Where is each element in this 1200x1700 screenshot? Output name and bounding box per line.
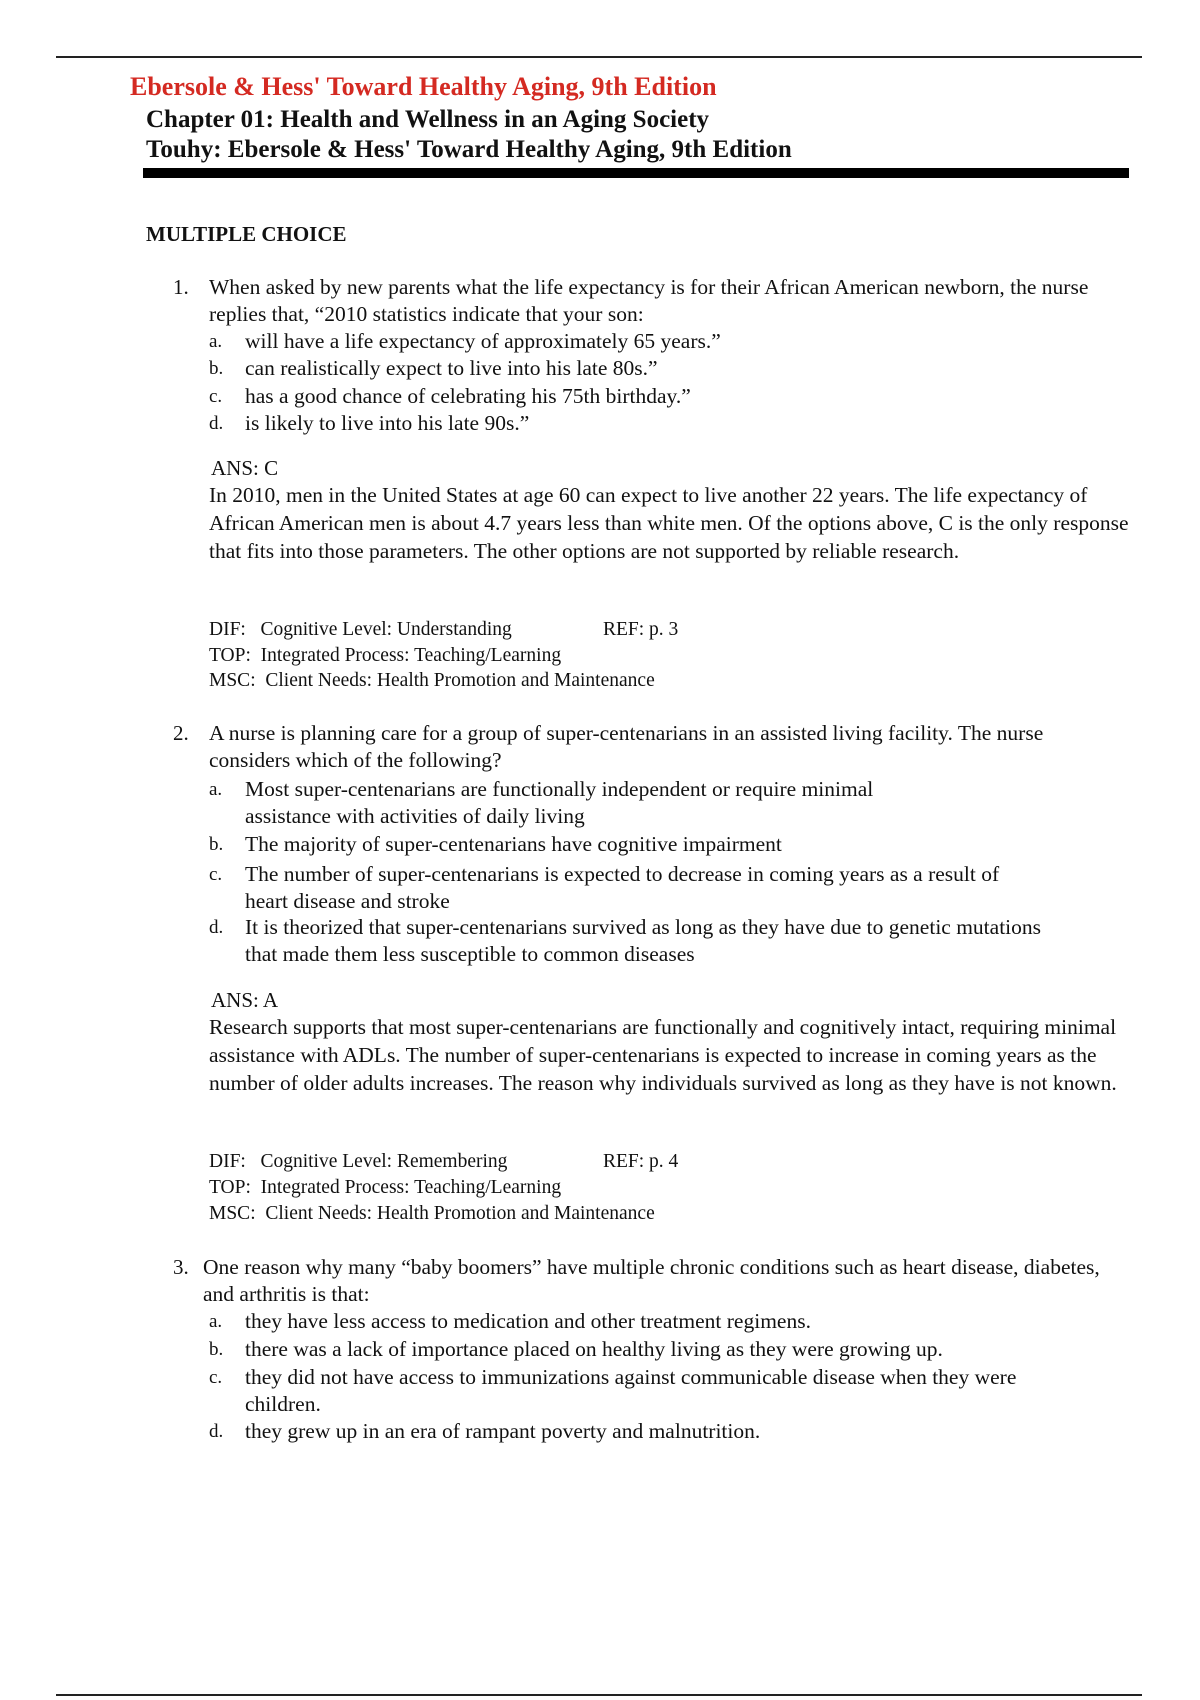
option-text: they have less access to medication and other treatment regimens.	[245, 1309, 811, 1333]
question-number: 1.	[173, 275, 189, 299]
option-letter: d.	[209, 917, 224, 938]
option-letter: d.	[209, 1421, 224, 1442]
meta-top: TOP: Integrated Process: Teaching/Learning	[209, 645, 562, 666]
book-subtitle: Touhy: Ebersole & Hess' Toward Healthy Aging, 9th Edition	[146, 136, 792, 163]
option-letter: c.	[209, 386, 223, 407]
option-b	[209, 1336, 1089, 1363]
option-letter: b.	[209, 358, 224, 379]
meta-dif: DIF: Cognitive Level: Understanding	[209, 619, 512, 640]
option-a	[209, 776, 949, 830]
option-text: Most super-centenarians are functionally independent or require minimal assistance with activities of daily living	[245, 777, 874, 828]
top-rule	[56, 56, 1142, 58]
answer-key: ANS: C	[211, 456, 279, 480]
meta-top: TOP: Integrated Process: Teaching/Learning	[209, 1177, 562, 1198]
meta-ref: REF: p. 4	[603, 1151, 679, 1172]
option-text: has a good chance of celebrating his 75th birthday.”	[245, 384, 691, 408]
option-letter: a.	[209, 779, 223, 800]
option-text: they grew up in an era of rampant poverty and malnutrition.	[245, 1419, 761, 1443]
rationale: Research supports that most super-centenarians are functionally and cognitively intact, requiring minimal assistance with ADLs. The number of super-centenarians is expected to increase in coming years as the number of older adults increases. The reason why individuals survived as long as they have is not known.	[209, 1015, 1117, 1095]
option-text: they did not have access to immunizations against communicable disease when they were children.	[245, 1365, 1017, 1416]
option-a	[209, 328, 1089, 355]
option-letter: a.	[209, 1311, 223, 1332]
header-divider	[143, 168, 1129, 178]
option-letter: d.	[209, 413, 224, 434]
option-text: is likely to live into his late 90s.”	[245, 411, 530, 435]
meta-msc: MSC: Client Needs: Health Promotion and Maintenance	[209, 670, 655, 691]
question-stem: One reason why many “baby boomers” have multiple chronic conditions such as heart disease, diabetes, and arthritis is that:	[203, 1255, 1100, 1306]
option-letter: a.	[209, 331, 223, 352]
option-d	[209, 1418, 1089, 1445]
option-text: can realistically expect to live into his late 80s.”	[245, 356, 658, 380]
answer-key: ANS: A	[211, 988, 279, 1012]
option-c	[209, 1364, 1029, 1418]
chapter-title: Chapter 01: Health and Wellness in an Aging Society	[146, 106, 710, 133]
question-stem: A nurse is planning care for a group of super-centenarians in an assisted living facility. The nurse considers which of the following?	[209, 721, 1044, 772]
option-text: The number of super-centenarians is expected to decrease in coming years as a result of heart disease and stroke	[245, 862, 1000, 913]
option-b	[209, 355, 1089, 382]
meta-ref: REF: p. 3	[603, 619, 679, 640]
section-heading: MULTIPLE CHOICE	[146, 222, 347, 246]
meta-dif: DIF: Cognitive Level: Remembering	[209, 1151, 508, 1172]
option-text: there was a lack of importance placed on healthy living as they were growing up.	[245, 1337, 943, 1361]
meta-msc: MSC: Client Needs: Health Promotion and Maintenance	[209, 1203, 655, 1224]
option-letter: c.	[209, 1367, 223, 1388]
question-stem: When asked by new parents what the life expectancy is for their African American newborn, the nurse replies that, “2010 statistics indicate that your son:	[209, 275, 1089, 326]
book-title: Ebersole & Hess' Toward Healthy Aging, 9th Edition	[130, 72, 717, 101]
option-b	[209, 831, 1089, 858]
option-text: The majority of super-centenarians have cognitive impairment	[245, 832, 782, 856]
option-text: It is theorized that super-centenarians survived as long as they have due to genetic mutations that made them less susceptible to common diseases	[245, 915, 1042, 966]
option-letter: b.	[209, 834, 224, 855]
option-letter: b.	[209, 1339, 224, 1360]
option-letter: c.	[209, 864, 223, 885]
option-c	[209, 383, 1089, 410]
rationale: In 2010, men in the United States at age 60 can expect to live another 22 years. The life expectancy of African American men is about 4.7 years less than white men. Of the options above, C is the only response that fits into those parameters. The other options are not supported by reliable research.	[209, 483, 1129, 563]
option-d	[209, 410, 1089, 437]
question-number: 2.	[173, 721, 189, 745]
bottom-rule	[56, 1694, 1142, 1696]
option-a	[209, 1308, 1089, 1335]
option-text: will have a life expectancy of approximately 65 years.”	[245, 329, 721, 353]
question-number: 3.	[173, 1255, 189, 1279]
option-c	[209, 861, 1029, 915]
option-d	[209, 914, 1059, 968]
